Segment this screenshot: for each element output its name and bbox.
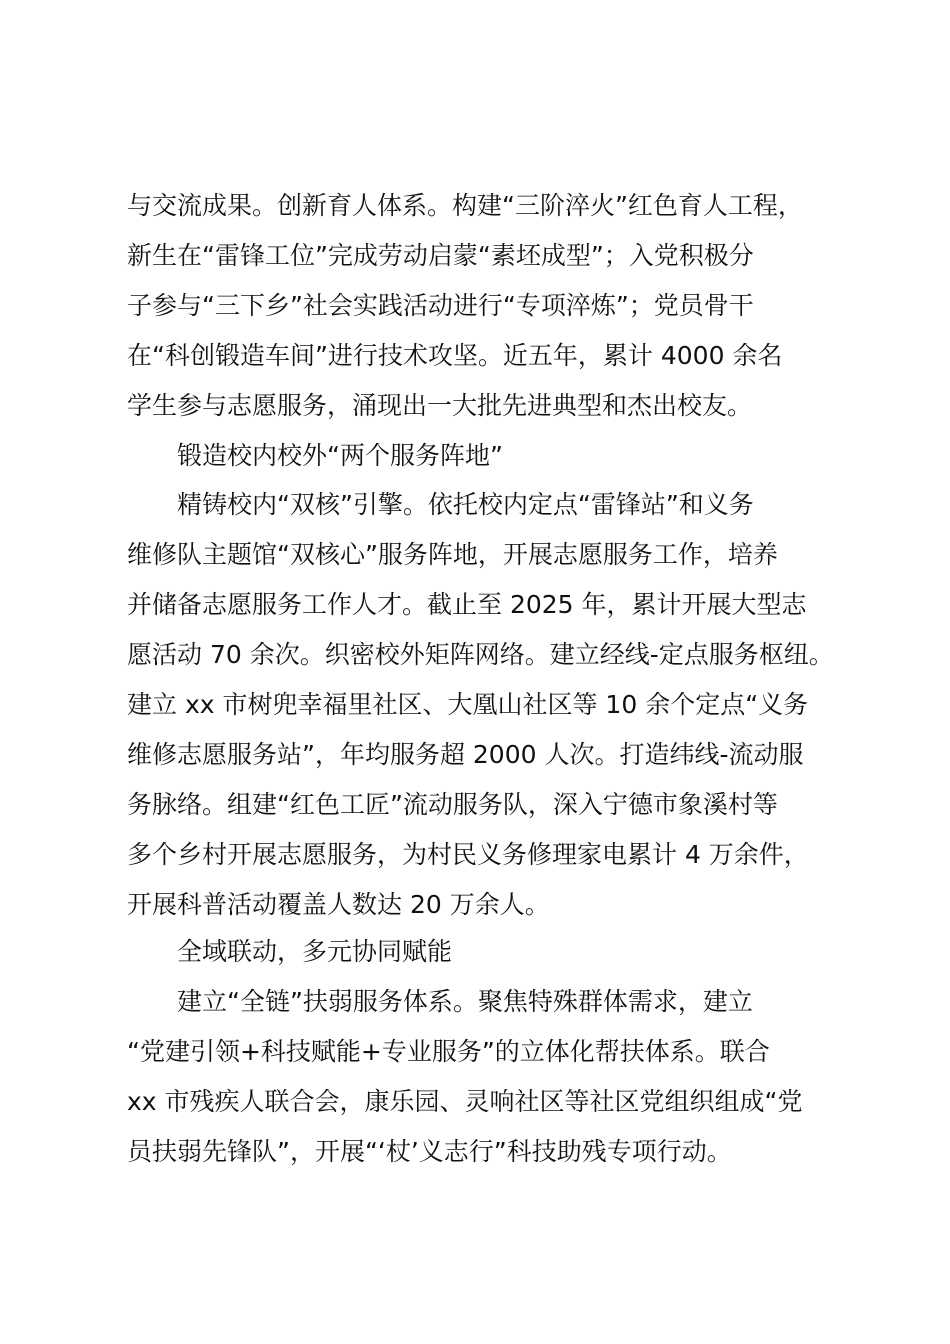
text-line: xx 市残疾人联合会，康乐园、灵响社区等社区党组织组成“党 — [127, 1087, 803, 1116]
text-line: 愿活动 70 余次。织密校外矩阵网络。建立经线-定点服务枢纽。 — [127, 640, 834, 669]
text-line: 开展科普活动覆盖人数达 20 万余人。 — [127, 890, 550, 919]
text-line: 建立 xx 市树兜幸福里社区、大凰山社区等 10 余个定点“义务 — [127, 690, 809, 719]
section-heading: 全域联动，多元协同赋能 — [177, 937, 453, 966]
text-line: 多个乡村开展志愿服务，为村民义务修理家电累计 4 万余件， — [127, 840, 809, 869]
text-line: 在“科创锻造车间”进行技术攻坚。近五年，累计 4000 余名 — [127, 341, 783, 370]
paragraph-start-line: 建立“全链”扶弱服务体系。聚焦特殊群体需求，建立 — [177, 987, 753, 1016]
text-line: 与交流成果。创新育人体系。构建“三阶淬火”红色育人工程， — [127, 191, 803, 220]
text-line: 子参与“三下乡”社会实践活动进行“专项淬炼”；党员骨干 — [127, 291, 754, 320]
text-line: 务脉络。组建“红色工匠”流动服务队，深入宁德市象溪村等 — [127, 790, 778, 819]
text-line: 学生参与志愿服务，涌现出一大批先进典型和杰出校友。 — [127, 391, 753, 420]
text-line: 维修志愿服务站”，年均服务超 2000 人次。打造纬线-流动服 — [127, 740, 804, 769]
section-heading: 锻造校内校外“两个服务阵地” — [177, 441, 503, 470]
text-line: 并储备志愿服务工作人才。截止至 2025 年，累计开展大型志 — [127, 590, 807, 619]
text-line: “党建引领+科技赋能+专业服务”的立体化帮扶体系。联合 — [127, 1037, 770, 1066]
text-line: 新生在“雷锋工位”完成劳动启蒙“素坯成型”；入党积极分 — [127, 241, 754, 270]
text-line: 维修队主题馆“双核心”服务阵地，开展志愿服务工作，培养 — [127, 540, 778, 569]
text-line: 员扶弱先锋队”，开展“‘杖’义志行”科技助残专项行动。 — [127, 1137, 732, 1166]
paragraph-start-line: 精铸校内“双核”引擎。依托校内定点“雷锋站”和义务 — [177, 490, 754, 519]
